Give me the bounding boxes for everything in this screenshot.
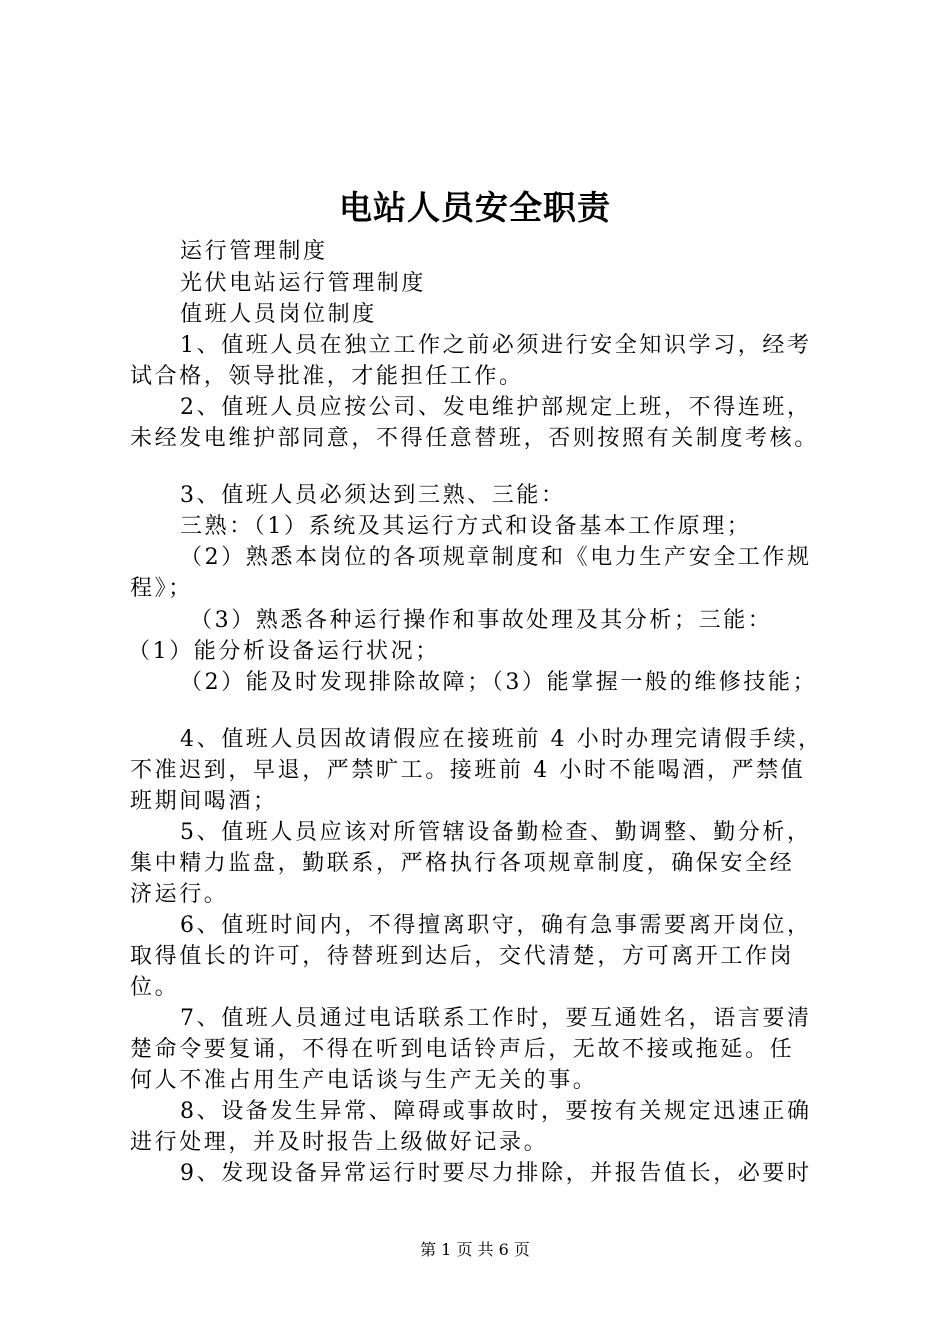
document-line: 试合格，领导批准，才能担任工作。 — [130, 364, 524, 389]
document-line: （1）能分析设备运行状况； — [128, 639, 440, 664]
document-line: 何人不准占用生产电话谈与生产无关的事。 — [130, 1068, 598, 1093]
document-line: 9、发现设备异常运行时要尽力排除，并报告值长，必要时 — [180, 1161, 812, 1186]
document-line: 2、值班人员应按公司、发电维护部规定上班，不得连班， — [180, 395, 812, 420]
document-line: 程》； — [130, 576, 193, 601]
page-footer: 第 1 页 共 6 页 — [420, 1240, 530, 1259]
document-line: （2）能及时发现排除故障；（3）能掌握一般的维修技能； — [180, 670, 818, 695]
document-line: 5、值班人员应该对所管辖设备勤检查、勤调整、勤分析， — [180, 820, 812, 845]
document-line: 集中精力监盘，勤联系，严格执行各项规章制度，确保安全经 — [130, 851, 795, 876]
document-line: 三熟：（1）系统及其运行方式和设备基本工作原理； — [180, 514, 752, 539]
document-line: 班期间喝酒； — [130, 789, 278, 814]
document-line: 楚命令要复诵，不得在听到电话铃声后，无故不接或拖延。任 — [130, 1037, 795, 1062]
document-line: 4、值班人员因故请假应在接班前 4 小时办理完请假手续， — [180, 727, 823, 752]
document-line: 运行管理制度 — [180, 239, 328, 264]
document-line: 3、值班人员必须达到三熟、三能： — [180, 483, 566, 508]
document-line: （3）熟悉各种运行操作和事故处理及其分析；三能： — [190, 608, 773, 633]
document-line: 进行处理，并及时报告上级做好记录。 — [130, 1130, 549, 1155]
page-title: 电站人员安全职责 — [339, 188, 611, 227]
document-line: 7、值班人员通过电话联系工作时，要互通姓名，语言要清 — [180, 1006, 812, 1031]
document-line: 济运行。 — [130, 882, 229, 907]
document-line: 8、设备发生异常、障碍或事故时，要按有关规定迅速正确 — [180, 1099, 812, 1124]
document-line: 位。 — [130, 975, 180, 1000]
document-line: 1、值班人员在独立工作之前必须进行安全知识学习，经考 — [180, 333, 812, 358]
document-line: 值班人员岗位制度 — [180, 302, 377, 327]
document-line: 未经发电维护部同意，不得任意替班，否则按照有关制度考核。 — [130, 426, 819, 451]
document-line: 光伏电站运行管理制度 — [180, 271, 427, 296]
document-line: 取得值长的许可，待替班到达后，交代清楚，方可离开工作岗 — [130, 944, 795, 969]
document-line: 6、值班时间内，不得擅离职守，确有急事需要离开岗位， — [180, 913, 812, 938]
document-line: （2）熟悉本岗位的各项规章制度和《电力生产安全工作规 — [180, 545, 812, 570]
document-line: 不准迟到，早退，严禁旷工。接班前 4 小时不能喝酒，严禁值 — [130, 758, 806, 783]
